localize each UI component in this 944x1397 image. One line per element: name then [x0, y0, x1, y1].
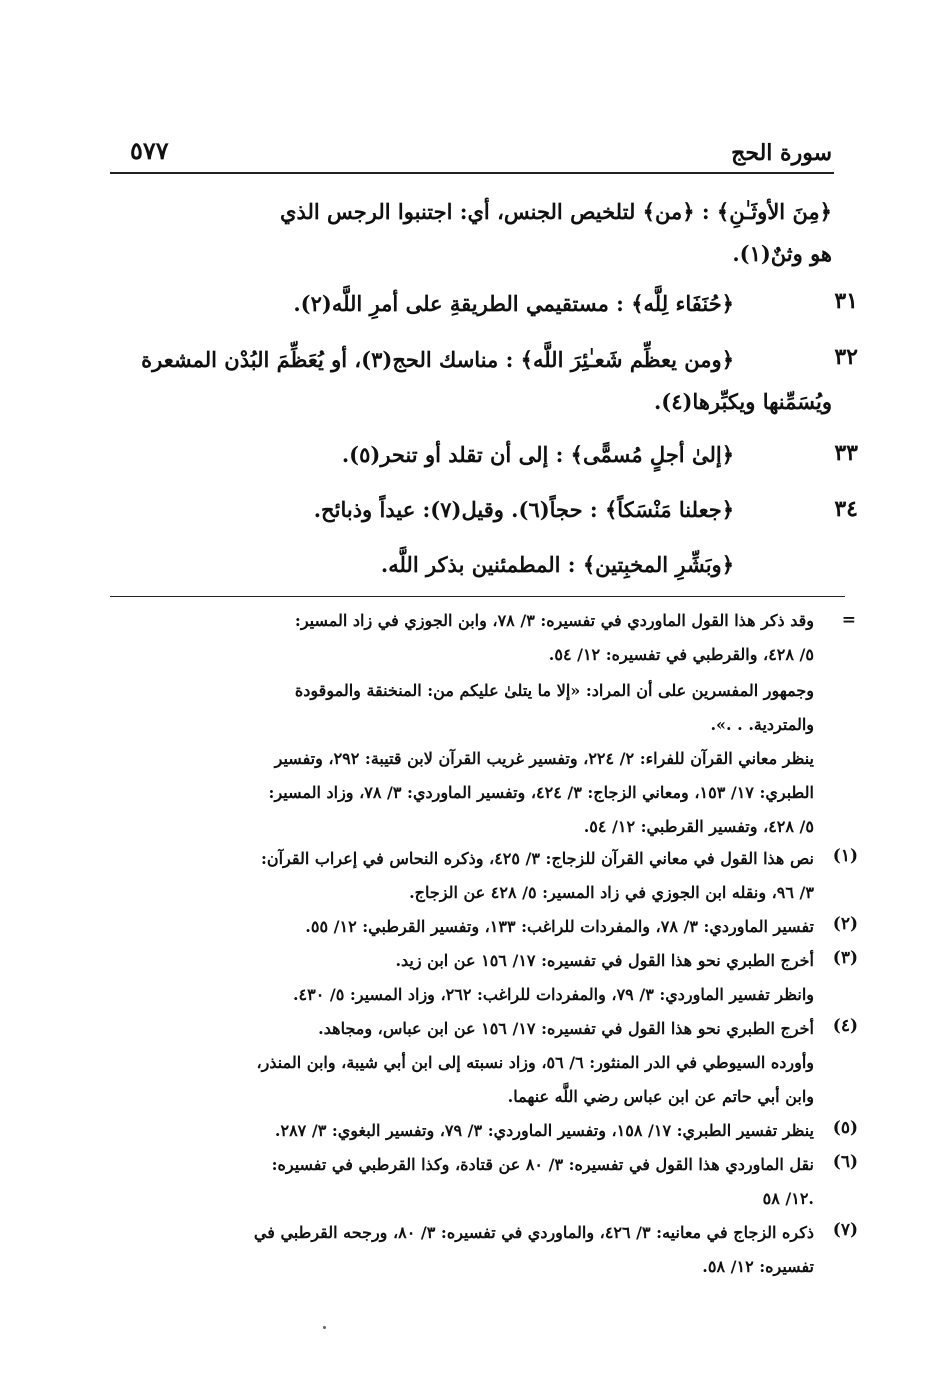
verse-number: ٣٣	[834, 440, 858, 466]
entry-line: ﴿مِنَ الأوثَـٰنِ﴾ : ﴿من﴾ لتلخيص الجنس، أي: اجتنبوا الرجس الذي	[280, 199, 832, 224]
footnote-line: تفسيره: ١٢/ ٥٨.	[702, 1257, 814, 1276]
footnote-line: ١٢/ ٥٨.	[762, 1189, 814, 1208]
page-number: ٥٧٧	[130, 136, 169, 165]
running-header-surah: سورة الحج	[731, 140, 832, 166]
entry-line: ويُسَمِّنها ويكبِّرها(٤).	[653, 389, 832, 414]
header-rule	[110, 172, 834, 174]
footnote-line: نص هذا القول في معاني القرآن للزجاج: ٣/ ٤٢٥، وذكره النحاس في إعراب القرآن:	[260, 849, 814, 868]
footnote-line: أخرج الطبري نحو هذا القول في تفسيره: ١٧/ ١٥٦ عن ابن عباس، ومجاهد.	[318, 1019, 814, 1038]
footnote-line: الطبري: ١٧/ ١٥٣، ومعاني الزجاج: ٣/ ٤٢٤، وتفسير الماوردي: ٣/ ٧٨، وزاد المسير:	[268, 783, 814, 802]
footnote-line: نقل الماوردي هذا القول في تفسيره: ٣/ ٨٠ عن قتادة، وكذا القرطبي في تفسيره:	[271, 1155, 814, 1174]
footnote-line: ٣/ ٩٦، ونقله ابن الجوزي في زاد المسير: ٥/ ٤٢٨ عن الزجاج.	[409, 883, 814, 902]
footnote-number: (١)	[832, 846, 858, 866]
footnote-line: ذكره الزجاج في معانيه: ٣/ ٤٢٦، والماوردي في تفسيره: ٣/ ٨٠، ورجحه القرطبي في	[253, 1223, 814, 1242]
footnote-separator	[110, 596, 845, 597]
verse-number: ٣١	[834, 288, 858, 314]
footnote-number: (٥)	[832, 1118, 858, 1138]
footnote-number: (٣)	[832, 948, 858, 968]
verse-number: ٣٢	[834, 344, 858, 370]
footnote-line: أخرج الطبري نحو هذا القول في تفسيره: ١٧/ ١٥٦ عن ابن زيد.	[395, 951, 814, 970]
footnote-line: وجمهور المفسرين على أن المراد: «إلا ما يتلىٰ عليكم من: المنخنقة والموقودة	[294, 681, 814, 700]
footnote-number: (٦)	[832, 1152, 858, 1172]
entry-line: ﴿ومن يعظِّم شَعـٰئِرَ اللَّه﴾ : مناسك الحج(٣)، أو يُعَظِّمَ البُدْن المشعرة	[141, 347, 734, 372]
entry-line: هو وثنٌ(١).	[732, 241, 832, 266]
entry-line: ﴿جعلنا مَنْسَكاً﴾ : حجاً(٦). وقيل(٧): عيداً وذبائح.	[313, 497, 734, 522]
entry-line: ﴿إلىٰ أجلٍ مُسمًّى﴾ : إلى أن تقلد أو تنحر(٥).	[341, 442, 734, 467]
entry-line: ﴿وبَشِّرِ المخبِتين﴾ : المطمئنين بذكر اللَّه.	[380, 552, 734, 577]
footnote-number: (٧)	[832, 1220, 858, 1240]
footnote-number: (٤)	[832, 1016, 858, 1036]
verse-number: ٣٤	[834, 496, 858, 522]
entry-line: ﴿حُنَفَاء لِلَّه﴾ : مستقيمي الطريقةِ على أمرِ اللَّه(٢).	[293, 291, 734, 316]
footnote-line: ٥/ ٤٢٨، وتفسير القرطبي: ١٢/ ٥٤.	[583, 817, 814, 836]
footnote-line: وانظر تفسير الماوردي: ٣/ ٧٩، والمفردات للراغب: ٢٦٢، وزاد المسير: ٥/ ٤٣٠.	[292, 985, 814, 1004]
footnote-line: والمتردية. . .».	[710, 715, 814, 734]
footnote-line: ينظر تفسير الطبري: ١٧/ ١٥٨، وتفسير الماوردي: ٣/ ٧٩، وتفسير البغوي: ٣/ ٢٨٧.	[274, 1121, 814, 1140]
scan-speck	[323, 1326, 326, 1329]
footnote-line: وقد ذكر هذا القول الماوردي في تفسيره: ٣/ ٧٨، وابن الجوزي في زاد المسير:	[294, 611, 814, 630]
footnote-number: (٢)	[832, 914, 858, 934]
footnote-line: ينظر معاني القرآن للفراء: ٢/ ٢٢٤، وتفسير غريب القرآن لابن قتيبة: ٢٩٢، وتفسير	[274, 749, 814, 768]
footnote-line: ٥/ ٤٢٨، والقرطبي في تفسيره: ١٢/ ٥٤.	[548, 645, 814, 664]
footnote-continuation-mark: =	[841, 610, 856, 630]
footnote-line: وأورده السيوطي في الدر المنثور: ٦/ ٥٦، وزاد نسبته إلى ابن أبي شيبة، وابن المنذر،	[256, 1053, 814, 1072]
footnote-line: تفسير الماوردي: ٣/ ٧٨، والمفردات للراغب: ١٣٣، وتفسير القرطبي: ١٢/ ٥٥.	[305, 917, 814, 936]
footnote-line: وابن أبي حاتم عن ابن عباس رضي اللَّه عنهما.	[507, 1087, 814, 1106]
